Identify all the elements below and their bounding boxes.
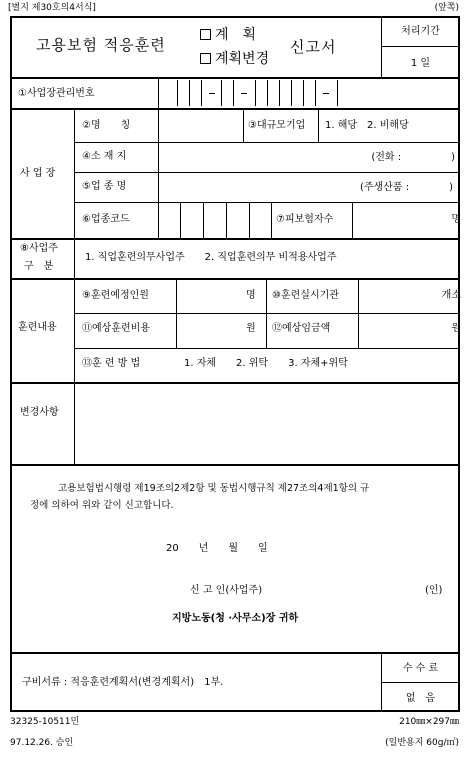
seal-mark: (인) (425, 585, 443, 596)
planned-trainees-label: ⑨훈련예정인원 (82, 290, 149, 301)
processing-period-label: 처리기간 (401, 26, 440, 37)
large-company-label: ③대규모기업 (248, 120, 306, 131)
expected-cost-unit: 원 (246, 323, 256, 334)
fee-label: 수 수 료 (402, 663, 439, 674)
fee-value: 없 음 (405, 693, 436, 704)
training-institution-unit: 개소 (441, 290, 461, 301)
training-method-options[interactable]: 1. 자체 2. 위탁 3. 자체+위탁 (184, 358, 348, 369)
declaration-line1: 고용보험법시행령 제19조의2제2항 및 동법시행규칙 제27조의4제1항의 규 (58, 483, 370, 494)
change-details-field[interactable] (76, 386, 458, 462)
insured-count-label: ⑦피보험자수 (276, 214, 334, 225)
business-id-label: ①사업장관리번호 (18, 88, 95, 99)
required-documents: 구비서류 : 적응훈련계획서(변경계획서) 1부. (22, 677, 224, 688)
address-label: ④소 재 지 (82, 151, 127, 162)
form-title: 고용보험 적응훈련 (36, 36, 166, 54)
checkbox-icon[interactable] (200, 53, 211, 64)
option-plan-change: 계획변경 (200, 52, 269, 66)
form-number: [별지 제30호의4서식] (8, 3, 96, 13)
main-product-label: (주생산품 : ) (360, 182, 453, 193)
planned-trainees-unit: 명 (246, 290, 256, 301)
expected-cost-label: ⑪예상훈련비용 (82, 323, 150, 334)
training-section-label: 훈련내용 (18, 322, 57, 333)
business-name-label: ②명 칭 (82, 120, 131, 131)
large-company-options[interactable]: 1. 해당 2. 비해당 (325, 120, 409, 131)
training-institution-label: ⑩훈련실시기관 (272, 290, 339, 301)
checkbox-icon[interactable] (200, 29, 211, 40)
declarant-label: 신 고 인(사업주) (190, 585, 263, 596)
approval-date: 97.12.26. 승인 (10, 738, 74, 748)
business-id-boxes[interactable] (165, 80, 455, 106)
expected-wage-unit: 원 (451, 323, 461, 334)
declaration-line2: 정에 의하여 위와 같이 신고합니다. (30, 500, 174, 511)
employer-type-options[interactable]: 1. 직업훈련의무사업주 2. 직업훈련의무 비적용사업주 (85, 252, 337, 263)
declaration-date: 20 년 월 일 (166, 543, 268, 554)
paper-size: 210㎜×297㎜ (399, 717, 459, 727)
page-side-label: (앞쪽) (434, 3, 459, 13)
business-section-label: 사 업 장 (20, 168, 56, 179)
processing-period-value: 1 일 (410, 58, 431, 69)
phone-label: (전화 : ) (371, 152, 455, 163)
expected-wage-label: ⑫예상임금액 (272, 323, 331, 334)
industry-label: ⑤업 종 명 (82, 181, 127, 192)
insured-count-unit: 명 (451, 214, 461, 225)
form-title-suffix: 신고서 (290, 38, 337, 56)
change-details-label: 변경사항 (20, 407, 59, 418)
addressee: 지방노동(청 ·사무소)장 귀하 (172, 613, 299, 624)
form-code: 32325-10511민 (10, 717, 80, 727)
option-plan: 계 획 (200, 28, 256, 42)
employer-type-label-line1: ⑧사업주 (20, 243, 58, 254)
training-method-label: ⑬훈 련 방 법 (82, 358, 141, 369)
paper-type: (일반용지 60g/㎡) (385, 738, 459, 748)
industry-code-label: ⑥업종코드 (82, 214, 130, 225)
employer-type-label-line2: 구 분 (24, 261, 54, 272)
